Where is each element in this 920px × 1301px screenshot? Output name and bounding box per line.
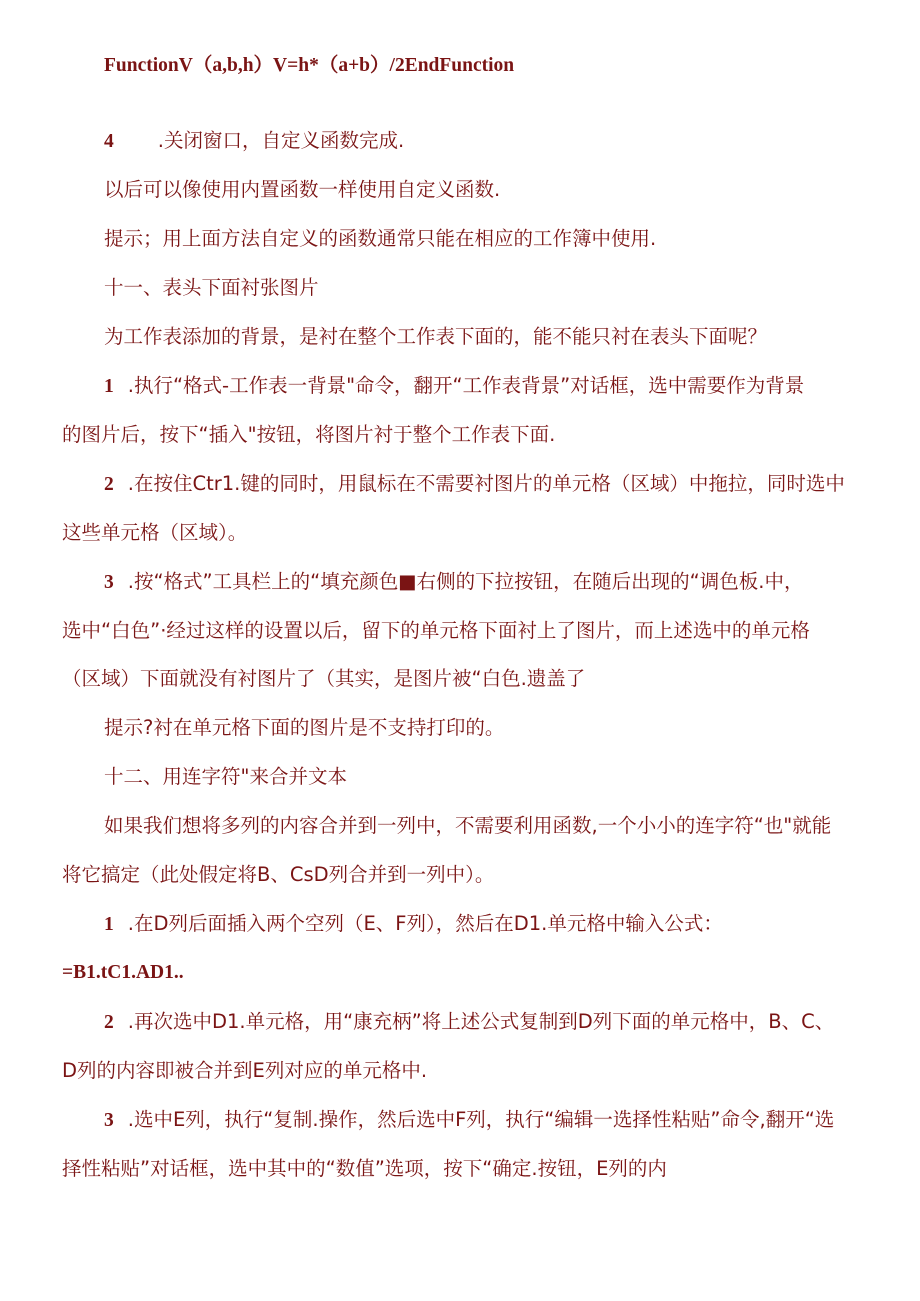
step-number: 3 <box>104 572 114 593</box>
paragraph-step-2 <box>104 470 845 499</box>
paragraph-step-4 <box>104 127 404 156</box>
section-heading-11: 十一、表头下面衬张图片 <box>104 276 319 299</box>
step-text: .选中E列，执行“复制.操作，然后选中F列，执行“编辑一选择性粘贴”命令,翻开“选 <box>127 1108 835 1131</box>
code-line-function: FunctionV（a,b,h）V=h*（a+b）/2EndFunction <box>104 55 515 76</box>
paragraph-tip: 提示?衬在单元格下面的图片是不支持打印的。 <box>104 716 505 739</box>
step-number: 4 <box>104 131 114 152</box>
paragraph-tip: 提示；用上面方法自定义的函数通常只能在相应的工作簿中使用. <box>104 227 657 250</box>
paragraph-text: 以后可以像使用内置函数一样使用自定义函数. <box>104 178 501 201</box>
step-text: .执行“格式-工作表一背景"命令，翻开“工作表背景”对话框，选中需要作为背景 <box>127 374 805 397</box>
formula-line: =B1.tC1.AD1.. <box>62 962 184 983</box>
paragraph-text: 为工作表添加的背景，是衬在整个工作表下面的，能不能只衬在表头下面呢？ <box>104 325 768 348</box>
section-heading-12: 十二、用连字符"来合并文本 <box>104 765 347 788</box>
paragraph-step-3 <box>104 1106 834 1135</box>
step-text: .再次选中D1.单元格，用“康充柄”将上述公式复制到D列下面的单元格中，B、C、 <box>127 1010 835 1033</box>
step-text: .关闭窗口，自定义函数完成. <box>157 129 405 152</box>
paragraph-continuation: 将它搞定（此处假定将B、CsD列合并到一列中）。 <box>62 863 495 886</box>
step-number: 3 <box>104 1110 114 1131</box>
paragraph-continuation: （区域）下面就没有衬图片了（其实，是图片被“白色.遗盖了 <box>62 667 586 690</box>
step-text: .在按住Ctr1.键的同时，用鼠标在不需要衬图片的单元格（区域）中拖拉，同时选中 <box>127 472 845 495</box>
step-text: .在D列后面插入两个空列（E、F列），然后在D1.单元格中输入公式： <box>127 912 723 935</box>
step-number: 1 <box>104 914 114 935</box>
paragraph-continuation: 择性粘贴”对话框，选中其中的“数值”选项，按下“确定.按钮，E列的内 <box>62 1157 667 1180</box>
paragraph-step-2 <box>104 1008 834 1037</box>
paragraph-text: 如果我们想将多列的内容合并到一列中，不需要利用函数,一个小小的连字符“也"就能 <box>104 814 832 837</box>
step-number: 1 <box>104 376 114 397</box>
step-text: .按“格式”工具栏上的“填充颜色■右侧的下拉按钮，在随后出现的“调色板.中， <box>127 570 804 593</box>
paragraph-step-1 <box>104 372 804 401</box>
paragraph-continuation: D列的内容即被合并到E列对应的单元格中. <box>62 1059 428 1082</box>
paragraph-continuation: 选中“白色”·经过这样的设置以后，留下的单元格下面衬上了图片，而上述选中的单元格 <box>62 619 810 642</box>
step-number: 2 <box>104 474 114 495</box>
paragraph-step-1 <box>104 910 723 939</box>
paragraph-continuation: 的图片后，按下“插入"按钮，将图片衬于整个工作表下面. <box>62 423 556 446</box>
paragraph-continuation: 这些单元格（区域）。 <box>62 521 248 544</box>
step-number: 2 <box>104 1012 114 1033</box>
paragraph-step-3 <box>104 568 803 597</box>
